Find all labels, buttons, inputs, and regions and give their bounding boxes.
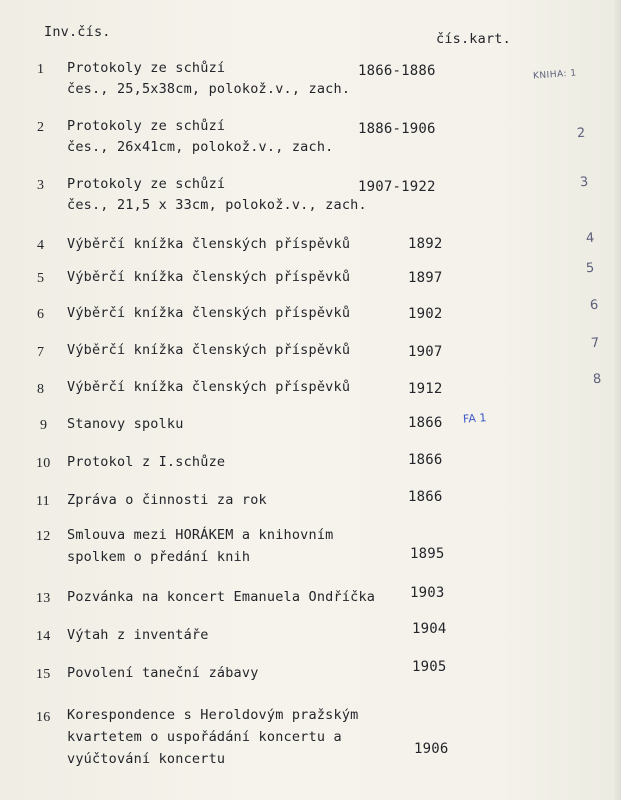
entry-year: 1907-1922 xyxy=(358,179,436,195)
card-mark: 8 xyxy=(592,371,602,388)
card-mark: 5 xyxy=(585,260,595,277)
card-mark: 6 xyxy=(589,297,599,314)
entry-detail: čes., 21,5 x 33cm, polokož.v., zach. xyxy=(67,197,367,213)
entry-year: 1906 xyxy=(414,741,449,757)
entry-year: 1912 xyxy=(408,381,443,397)
entry-year: 1903 xyxy=(410,585,445,601)
entry-number: 5 xyxy=(37,271,45,286)
entry-title: Výběrčí knížka členských příspěvků xyxy=(67,305,351,321)
entry-title: Protokoly ze schůzí xyxy=(67,60,226,76)
entry-number: 9 xyxy=(40,418,48,433)
entry-number: 11 xyxy=(36,494,50,509)
entry-title: Stanovy spolku xyxy=(67,416,184,432)
entry-title: Výběrčí knížka členských příspěvků xyxy=(67,342,351,358)
entry-number: 2 xyxy=(37,120,45,135)
entry-title: Výběrčí knížka členských příspěvků xyxy=(67,269,351,285)
entry-title: Výtah z inventáře xyxy=(67,627,209,643)
entry-number: 10 xyxy=(36,456,51,471)
entry-title: Výběrčí knížka členských příspěvků xyxy=(67,379,351,395)
entry-number: 7 xyxy=(37,345,45,360)
entry-number: 6 xyxy=(37,307,45,322)
entry-title: Zpráva o činnosti za rok xyxy=(67,492,267,508)
entry-year: 1866 xyxy=(408,415,443,431)
entry-year: 1892 xyxy=(408,236,443,252)
entry-year: 1902 xyxy=(408,306,443,322)
entry-year: 1866 xyxy=(408,452,443,468)
entry-title: Korespondence s Heroldovým pražským xyxy=(67,707,359,723)
entry-year: 1904 xyxy=(412,621,447,637)
card-mark: FA 1 xyxy=(462,411,487,426)
entry-number: 8 xyxy=(37,382,45,397)
entry-number: 14 xyxy=(36,629,51,644)
entry-year: 1895 xyxy=(410,546,445,562)
entry-title: Výběrčí knížka členských příspěvků xyxy=(67,236,351,252)
entry-number: 4 xyxy=(37,238,45,253)
card-mark: 7 xyxy=(590,335,600,352)
entry-title: Pozvánka na koncert Emanuela Ondříčka xyxy=(67,589,376,605)
entry-year: 1866-1886 xyxy=(358,63,436,79)
entry-detail: vyúčtování koncertu xyxy=(67,751,226,767)
inv-number-header: Inv.čís. xyxy=(44,24,111,40)
card-mark: 2 xyxy=(576,125,586,142)
entry-number: 16 xyxy=(36,710,51,725)
entry-title: Smlouva mezi HORÁKEM a knihovním xyxy=(67,527,334,543)
entry-number: 13 xyxy=(36,591,51,606)
entry-year: 1866 xyxy=(408,489,443,505)
entry-year: 1905 xyxy=(412,659,447,675)
card-mark: 4 xyxy=(585,230,595,247)
entry-title: Protokoly ze schůzí xyxy=(67,118,226,134)
card-mark: KNIHA: 1 xyxy=(532,68,577,82)
entry-title: Protokoly ze schůzí xyxy=(67,176,226,192)
entry-detail: čes., 26x41cm, polokož.v., zach. xyxy=(67,139,334,155)
entry-year: 1886-1906 xyxy=(358,121,436,137)
entry-title: Protokol z I.schůze xyxy=(67,454,226,470)
entry-number: 1 xyxy=(37,62,45,77)
entry-number: 3 xyxy=(37,178,45,193)
card-mark: 3 xyxy=(579,174,589,191)
entry-detail: čes., 25,5x38cm, polokož.v., zach. xyxy=(67,81,351,97)
entry-number: 12 xyxy=(36,529,51,544)
entry-year: 1907 xyxy=(408,344,443,360)
card-number-header: čís.kart. xyxy=(436,31,511,47)
entry-year: 1897 xyxy=(408,270,443,286)
entry-title: Povolení taneční zábavy xyxy=(67,665,259,681)
entry-detail: spolkem o předání knih xyxy=(67,549,251,565)
entry-detail: kvartetem o uspořádání koncertu a xyxy=(67,729,342,745)
entry-number: 15 xyxy=(36,667,51,682)
